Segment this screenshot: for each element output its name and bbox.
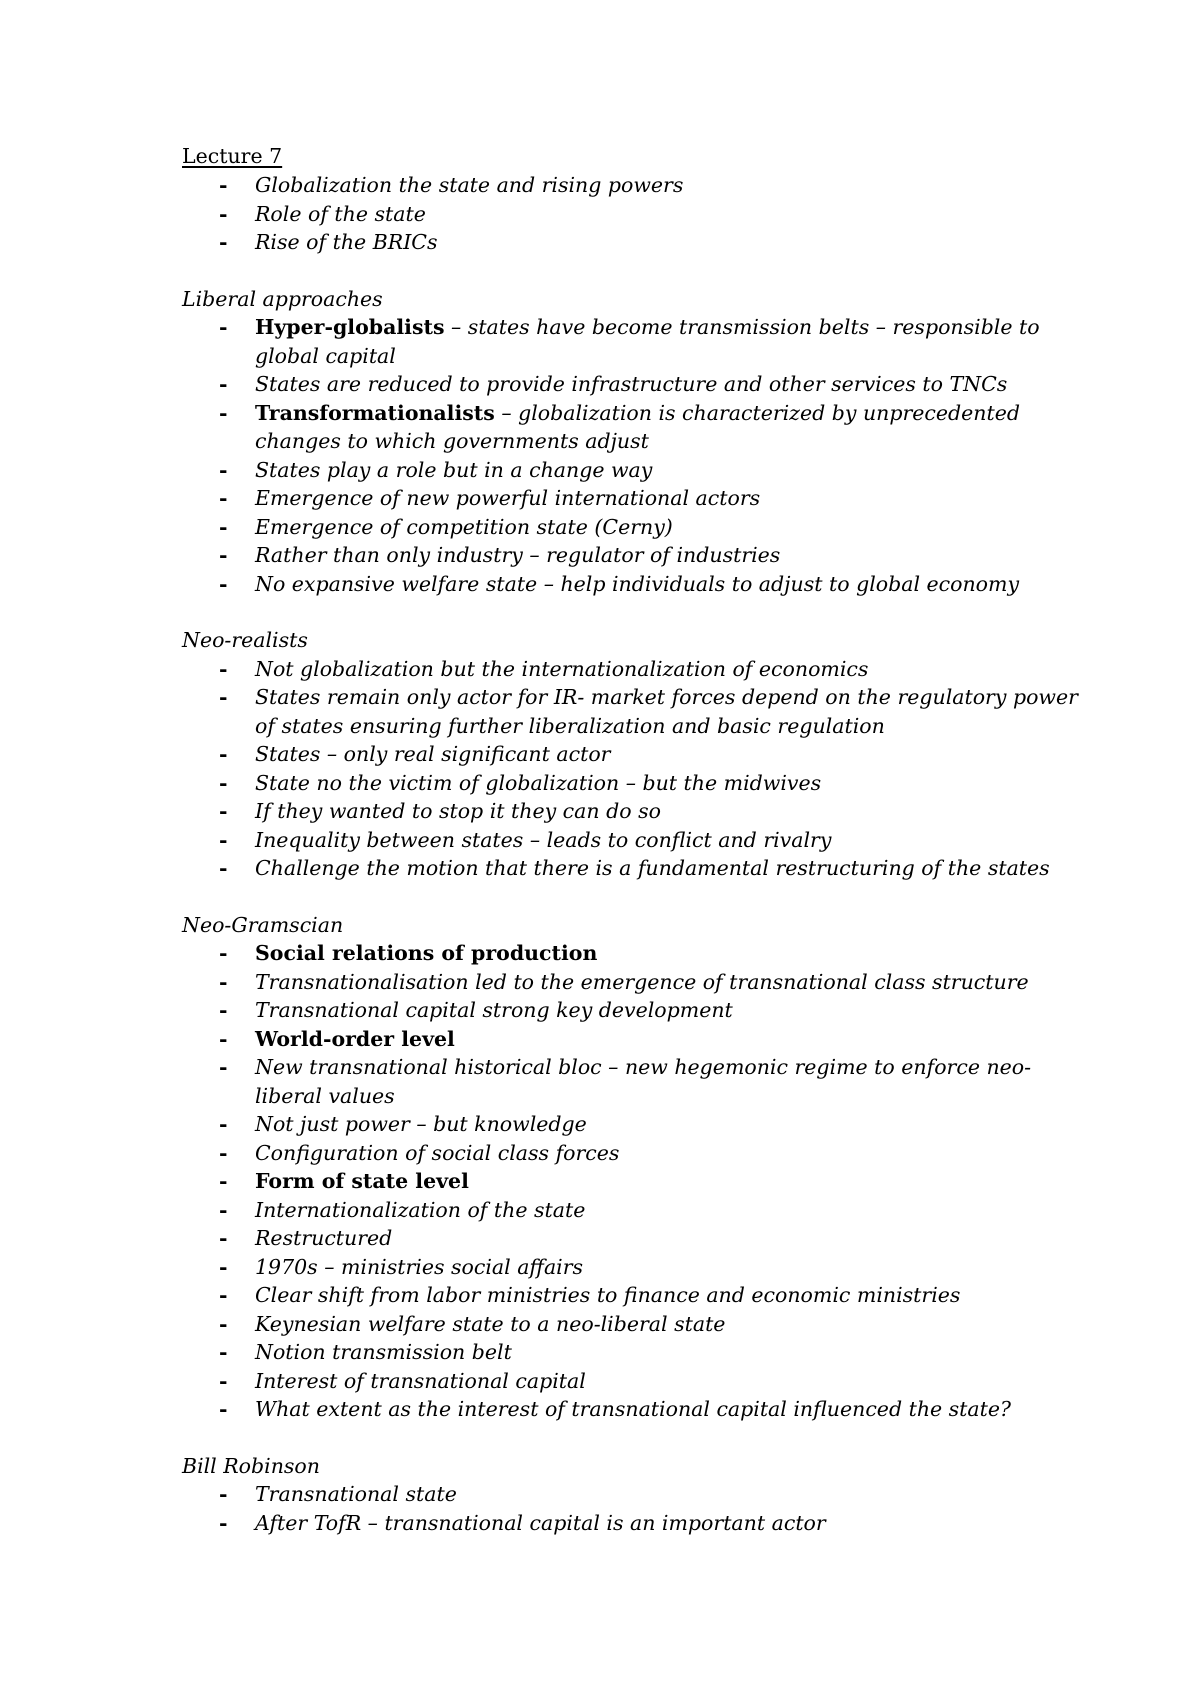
list-item: [182, 1395, 1082, 1424]
list-item: [182, 1196, 1082, 1225]
list-item-text: States are reduced to provide infrastructure and other services to TNCs: [255, 372, 1008, 396]
bullet-dash-icon: -: [219, 656, 228, 681]
list-item: [182, 1338, 1082, 1367]
list-item-text: – states have become transmission belts – responsible to global capital: [255, 315, 1040, 368]
list-item: [182, 1480, 1082, 1509]
list-item: [182, 513, 1082, 542]
list-item: [182, 769, 1082, 798]
list-item-text: Keynesian welfare state to a neo-liberal state: [255, 1311, 726, 1336]
list-item: [182, 1224, 1082, 1253]
list-item: [182, 570, 1082, 599]
section-heading: Liberal approaches: [182, 286, 383, 311]
list-item-text: Challenge the motion that there is a fundamental restructuring of the states: [255, 856, 1050, 880]
bullet-dash-icon: -: [219, 1169, 228, 1193]
section-list: [182, 939, 1082, 1424]
list-item: [182, 171, 1082, 200]
list-item-text: Transnational capital strong key development: [255, 998, 733, 1022]
list-item-text: Transnationalisation led to the emergence of transnational class structure: [255, 969, 1029, 994]
list-item: [182, 996, 1082, 1025]
section-list: [182, 655, 1082, 883]
list-item: [182, 313, 1082, 370]
list-item-text: If they wanted to stop it they can do so: [255, 799, 661, 823]
bullet-dash-icon: -: [219, 1482, 228, 1506]
list-item: [182, 797, 1082, 826]
bullet-dash-icon: -: [219, 1254, 228, 1279]
bullet-dash-icon: -: [219, 230, 228, 254]
list-item-bold-term: World-order level: [255, 1026, 455, 1051]
list-item: [182, 939, 1082, 968]
bullet-dash-icon: -: [219, 1368, 228, 1393]
list-item-bold-term: Hyper-globalists: [255, 315, 445, 339]
bullet-dash-icon: -: [219, 1197, 228, 1222]
section-heading: Neo-Gramscian: [182, 912, 344, 937]
list-item: [182, 1053, 1082, 1110]
list-item-text: 1970s – ministries social affairs: [255, 1254, 584, 1279]
list-item-text: Rather than only industry – regulator of industries: [255, 543, 781, 567]
list-item: [182, 399, 1082, 456]
bullet-dash-icon: -: [219, 685, 228, 709]
intro-list: [182, 171, 1082, 257]
section-list: [182, 313, 1082, 598]
bullet-dash-icon: -: [219, 1226, 228, 1250]
list-item: [182, 1367, 1082, 1396]
document-page: [182, 142, 1082, 1537]
list-item-text: No expansive welfare state – help individuals to adjust to global economy: [255, 571, 1020, 596]
list-item: [182, 968, 1082, 997]
bullet-dash-icon: -: [219, 1340, 228, 1364]
list-item: [182, 484, 1082, 513]
list-item-text: New transnational historical bloc – new hegemonic regime to enforce neo-liberal values: [255, 1055, 1032, 1108]
list-item-bold-term: Form of state level: [255, 1169, 469, 1193]
list-item: [182, 1139, 1082, 1168]
section-heading: Bill Robinson: [182, 1453, 320, 1478]
bullet-dash-icon: -: [219, 1510, 228, 1535]
bullet-dash-icon: -: [219, 571, 228, 596]
list-item: [182, 541, 1082, 570]
bullet-dash-icon: -: [219, 486, 228, 510]
list-item-text: – globalization is characterized by unprecedented changes to which governments adjust: [255, 400, 1020, 453]
list-item-text: Not just power – but knowledge: [255, 1112, 587, 1136]
list-item: [182, 1110, 1082, 1139]
bullet-dash-icon: -: [219, 315, 228, 339]
list-item-text: Configuration of social class forces: [255, 1140, 620, 1165]
list-item: [182, 1509, 1082, 1538]
bullet-dash-icon: -: [219, 1112, 228, 1136]
list-item: [182, 228, 1082, 257]
list-item-text: States – only real significant actor: [255, 742, 611, 766]
list-item: [182, 1310, 1082, 1339]
list-item-text: Role of the state: [255, 201, 426, 226]
list-item: [182, 1167, 1082, 1196]
list-item-text: Emergence of new powerful international actors: [255, 486, 761, 510]
list-item: [182, 854, 1082, 883]
bullet-dash-icon: -: [219, 770, 228, 795]
bullet-dash-icon: -: [219, 856, 228, 880]
list-item: [182, 655, 1082, 684]
list-item: [182, 1253, 1082, 1282]
list-item: [182, 683, 1082, 740]
bullet-dash-icon: -: [219, 372, 228, 396]
list-item-text: State no the victim of globalization – but the midwives: [255, 770, 822, 795]
bullet-dash-icon: -: [219, 799, 228, 823]
list-item-text: Interest of transnational capital: [255, 1368, 586, 1393]
bullet-dash-icon: -: [219, 457, 228, 482]
bullet-dash-icon: -: [219, 543, 228, 567]
list-item-text: Inequality between states – leads to conflict and rivalry: [255, 827, 832, 852]
bullet-dash-icon: -: [219, 742, 228, 766]
section-list: [182, 1480, 1082, 1537]
bullet-dash-icon: -: [219, 1397, 228, 1421]
bullet-dash-icon: -: [219, 941, 228, 965]
list-item-text: Transnational state: [255, 1482, 457, 1506]
list-item: [182, 826, 1082, 855]
bullet-dash-icon: -: [219, 998, 228, 1022]
list-item-text: Notion transmission belt: [255, 1340, 512, 1364]
bullet-dash-icon: -: [219, 1026, 228, 1051]
bullet-dash-icon: -: [219, 201, 228, 226]
list-item: [182, 1281, 1082, 1310]
page-title: Lecture 7: [182, 144, 283, 168]
list-item: [182, 1025, 1082, 1054]
bullet-dash-icon: -: [219, 1283, 228, 1307]
list-item: [182, 200, 1082, 229]
list-item-text: What extent as the interest of transnational capital influenced the state?: [255, 1397, 1012, 1421]
bullet-dash-icon: -: [219, 1055, 228, 1079]
list-item-text: States play a role but in a change way: [255, 457, 653, 482]
list-item-text: Clear shift from labor ministries to finance and economic ministries: [255, 1283, 961, 1307]
list-item: [182, 740, 1082, 769]
bullet-dash-icon: -: [219, 400, 228, 425]
bullet-dash-icon: -: [219, 969, 228, 994]
section-heading: Neo-realists: [182, 628, 308, 652]
list-item: [182, 456, 1082, 485]
list-item-text: Globalization the state and rising powers: [255, 173, 684, 197]
bullet-dash-icon: -: [219, 173, 228, 197]
bullet-dash-icon: -: [219, 827, 228, 852]
list-item: [182, 370, 1082, 399]
sections-container: [182, 285, 1082, 1538]
list-item-bold-term: Social relations of production: [255, 941, 598, 965]
list-item-text: Internationalization of the state: [255, 1197, 586, 1222]
list-item-text: Not globalization but the internationalization of economics: [255, 656, 869, 681]
list-item-text: Rise of the BRICs: [255, 230, 438, 254]
bullet-dash-icon: -: [219, 1140, 228, 1165]
bullet-dash-icon: -: [219, 514, 228, 539]
list-item-text: States remain only actor for IR- market forces depend on the regulatory power of states ensuring further liberalization and basic regulation: [255, 685, 1078, 738]
list-item-text: After TofR – transnational capital is an important actor: [255, 1510, 826, 1535]
list-item-text: Restructured: [255, 1226, 393, 1250]
bullet-dash-icon: -: [219, 1311, 228, 1336]
list-item-bold-term: Transformationalists: [255, 400, 495, 425]
list-item-text: Emergence of competition state (Cerny): [255, 514, 673, 539]
